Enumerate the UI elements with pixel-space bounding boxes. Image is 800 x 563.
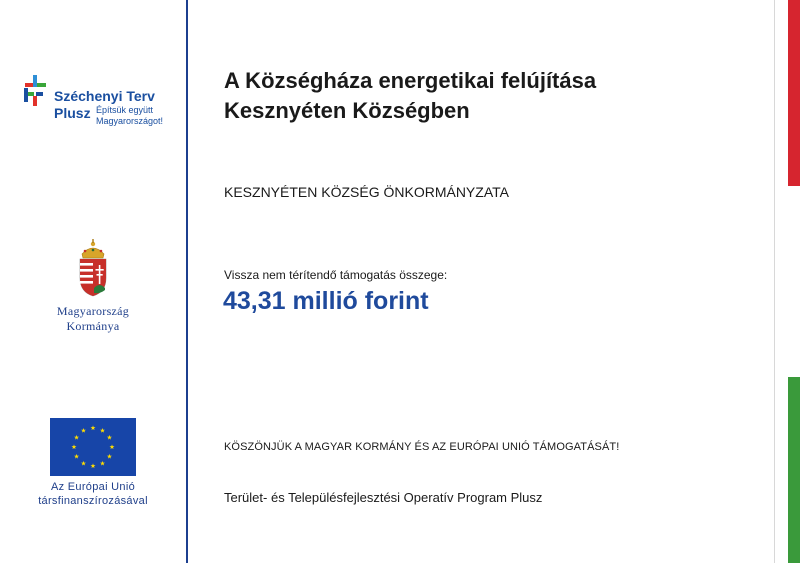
szechenyi-cross-icon: [22, 74, 48, 108]
eu-text-line-1: Az Európai Unió: [51, 481, 135, 493]
government-name-line-1: Magyarország: [56, 304, 130, 318]
szechenyi-title: Széchenyi Terv: [54, 88, 155, 104]
project-title-line-2: Kesznyéten Községben: [224, 98, 470, 123]
logo-column: [0, 0, 186, 563]
support-amount: 43,31 millió forint: [223, 287, 429, 315]
thanks-text: KÖSZÖNJÜK A MAGYAR KORMÁNY ÉS AZ EURÓPAI UNIÓ TÁMOGATÁSÁT!: [224, 441, 620, 453]
hungarian-coat-of-arms-icon: [76, 238, 110, 298]
eu-flag-icon: [50, 418, 136, 476]
flag-stripe-white: [788, 186, 800, 377]
support-label: Vissza nem térítendő támogatás összege:: [224, 268, 448, 282]
szechenyi-terv-logo: [20, 72, 180, 142]
panel-divider: [186, 0, 188, 563]
project-title: [224, 66, 764, 126]
program-name: Terület- és Településfejlesztési Operatív Program Plusz: [224, 490, 543, 505]
szechenyi-subtitle: Plusz: [54, 105, 91, 121]
edge-line: [774, 0, 775, 563]
slogan-line-1: Építsük együtt: [96, 105, 154, 115]
flag-stripe-red: [788, 0, 800, 186]
slogan-line-2: Magyarországot!: [96, 116, 164, 126]
szechenyi-slogan: [96, 105, 163, 127]
project-title-line-1: A Községháza energetikai felújítása: [224, 68, 597, 93]
government-name-line-2: Kormánya: [66, 319, 120, 333]
flag-stripe-green: [788, 377, 800, 563]
beneficiary-name: KESZNYÉTEN KÖZSÉG ÖNKORMÁNYZATA: [224, 184, 509, 200]
eu-text-line-2: társfinanszírozásával: [38, 495, 148, 507]
eu-logo: [0, 415, 186, 515]
government-logo: [0, 236, 186, 346]
